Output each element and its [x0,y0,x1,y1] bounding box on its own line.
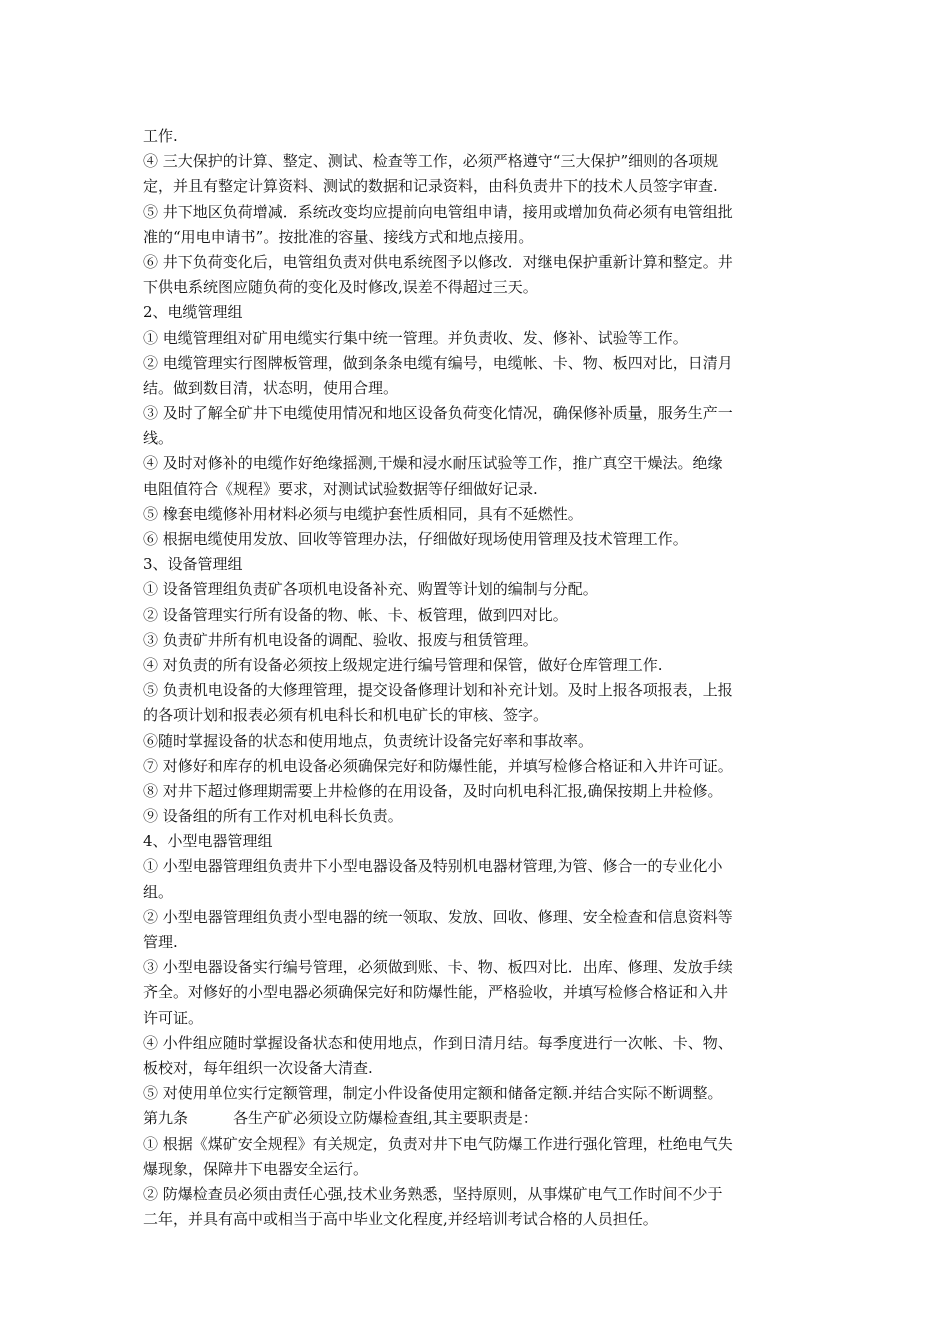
text-line: ⑦ 对修好和库存的机电设备必须确保完好和防爆性能，并填写检修合格证和入井许可证。 [143,756,733,775]
text-line: ② 小型电器管理组负责小型电器的统一领取、发放、回收、修理、安全检查和信息资料等 [143,907,733,926]
section-heading: 4、小型电器管理组 [143,832,273,851]
text-line: ① 小型电器管理组负责井下小型电器设备及特别机电器材管理,为管、修合一的专业化小 [143,857,723,876]
text-line: ② 防爆检查员必须由责任心强,技术业务熟悉，坚持原则，从事煤矿电气工作时间不少于 [143,1184,723,1203]
text-line: ⑨ 设备组的所有工作对机电科长负责。 [143,807,403,826]
text-line: ⑥ 根据电缆使用发放、回收等管理办法，仔细做好现场使用管理及技术管理工作。 [143,530,688,548]
text-line: ⑤ 井下地区负荷增减．系统改变均应提前向电管组申请，接用或增加负荷必须有电管组批 [143,202,733,221]
text-line: ① 根据《煤矿安全规程》有关规定，负责对井下电气防爆工作进行强化管理，杜绝电气失 [143,1134,733,1153]
text-line: ④ 对负责的所有设备必须按上级规定进行编号管理和保管，做好仓库管理工作. [143,655,663,674]
document-body [143,124,813,1232]
text-line: ③ 及时了解全矿井下电缆使用情况和地区设备负荷变化情况，确保修补质量，服务生产一 [143,404,733,423]
text-line: ⑤ 对使用单位实行定额管理，制定小件设备使用定额和储备定额.并结合实际不断调整。 [143,1084,723,1103]
text-line: 的各项计划和报表必须有机电科长和机电矿长的审核、签字。 [143,706,549,725]
text-line: ① 电缆管理组对矿用电缆实行集中统一管理。并负责收、发、修补、试验等工作。 [143,328,688,347]
text-line: ⑤ 橡套电缆修补用材料必须与电缆护套性质相同，具有不延燃性。 [143,504,583,523]
text-line: ② 电缆管理实行图牌板管理，做到条条电缆有编号，电缆帐、卡、物、板四对比，日清月 [143,353,733,372]
text-line: ⑧ 对井下超过修理期需要上井检修的在用设备，及时向机电科汇报,确保按期上井检修。 [143,781,723,800]
text-line: 准的“用电申请书”。按批准的容量、接线方式和地点接用。 [143,227,534,246]
text-line: 工作. [143,127,178,145]
text-line: ④ 小件组应随时掌握设备状态和使用地点，作到日清月结。每季度进行一次帐、卡、物、 [143,1033,733,1052]
text-line: 管理. [143,933,178,951]
text-line: ⑥ 井下负荷变化后，电管组负责对供电系统图予以修改．对继电保护重新计算和整定。井 [143,252,733,271]
text-line: 齐全。对修好的小型电器必须确保完好和防爆性能，严格验收，并填写检修合格证和入井 [143,983,729,1002]
text-line: ⑥随时掌握设备的状态和使用地点，负责统计设备完好率和事故率。 [143,731,594,750]
text-line: ① 设备管理组负责矿各项机电设备补充、购置等计划的编制与分配。 [143,580,598,599]
text-line: ③ 小型电器设备实行编号管理，必须做到账、卡、物、板四对比．出库、修理、发放手续 [143,958,733,977]
text-line: 定，并且有整定计算资料、测试的数据和记录资料，由科负责井下的技术人员签字审查. [143,177,718,196]
text-line: ④ 及时对修补的电缆作好绝缘摇测,干燥和浸水耐压试验等工作，推广真空干燥法。绝缘 [143,454,723,473]
text-line: 电阻值符合《规程》要求，对测试试验数据等仔细做好记录. [143,479,538,498]
text-line: 爆现象，保障井下电器安全运行。 [143,1159,369,1178]
text-line: 下供电系统图应随负荷的变化及时修改,误差不得超过三天。 [143,278,538,297]
text-line: 许可证。 [143,1008,204,1027]
text-line: ⑤ 负责机电设备的大修理管理，提交设备修理计划和补充计划。及时上报各项报表，上报 [143,681,733,700]
article-heading: 第九条 各生产矿必须设立防爆检查组,其主要职责是： [143,1109,538,1128]
text-line: 组。 [143,882,174,901]
section-heading: 2、电缆管理组 [143,303,243,322]
text-line: 二年，并具有高中或相当于高中毕业文化程度,并经培训考试合格的人员担任。 [143,1210,658,1229]
text-line: ④ 三大保护的计算、整定、测试、检查等工作，必须严格遵守“三大保护”细则的各项规 [143,152,719,171]
section-heading: 3、设备管理组 [143,555,243,574]
text-line: 结。做到数目清，状态明，使用合理。 [143,378,399,397]
text-line: ② 设备管理实行所有设备的物、帐、卡、板管理，做到四对比。 [143,605,568,624]
text-line: ③ 负责矿井所有机电设备的调配、验收、报废与租赁管理。 [143,630,538,649]
text-line: 线。 [143,429,174,448]
text-line: 板校对，每年组织一次设备大清查. [143,1058,373,1077]
